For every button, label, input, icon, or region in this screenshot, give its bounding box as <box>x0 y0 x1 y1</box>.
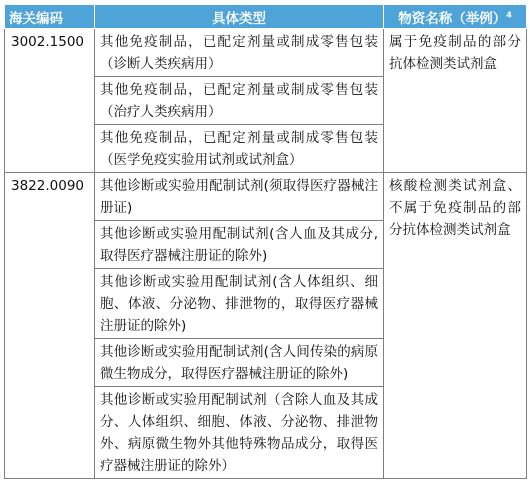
group-2-name: 核酸检测类试剂盒、不属于免疫制品的部分抗体检测类试剂盒 <box>384 173 527 479</box>
group-1-code: 3002.1500 <box>5 29 95 173</box>
group-1-item-2: 其他免疫制品，已配定剂量或制成零售包装（治疗人类疾病用） <box>95 77 384 125</box>
header-name-footnote: 4 <box>506 10 512 19</box>
table-row <box>5 173 527 221</box>
group-2-item-1: 其他诊断或实验用配制试剂(须取得医疗器械注册证) <box>95 173 384 221</box>
group-1-item-3: 其他免疫制品，已配定剂量或制成零售包装（医学免疫实验用试剂或试剂盒） <box>95 125 384 173</box>
hs-code-table <box>4 4 527 479</box>
group-2-item-5: 其他诊断或实验用配制试剂（含除人血及其成分、人体组织、细胞、体液、分泌物、排泄物外、病原微生物外其他特殊物品成分，取得医疗器械注册证的除外） <box>95 387 384 479</box>
group-2-item-4: 其他诊断或实验用配制试剂(含人间传染的病原微生物成分，取得医疗器械注册证的除外) <box>95 339 384 387</box>
group-2-code: 3822.0090 <box>5 173 95 479</box>
group-1-name: 属于免疫制品的部分抗体检测类试剂盒 <box>384 29 527 173</box>
header-name-label: 物资名称（举例） <box>398 10 507 27</box>
header-code: 海关编码 <box>5 5 95 29</box>
group-2-item-3: 其他诊断或实验用配制试剂(含人体组织、细胞、体液、分泌物、排泄物的，取得医疗器械注册证的除外) <box>95 269 384 339</box>
table-row <box>5 29 527 77</box>
group-2-item-2: 其他诊断或实验用配制试剂(含人血及其成分,取得医疗器械注册证的除外) <box>95 221 384 269</box>
header-row <box>5 5 527 29</box>
group-1-item-1: 其他免疫制品，已配定剂量或制成零售包装（诊断人类疾病用） <box>95 29 384 77</box>
header-type: 具体类型 <box>95 5 384 29</box>
header-name <box>384 5 527 29</box>
